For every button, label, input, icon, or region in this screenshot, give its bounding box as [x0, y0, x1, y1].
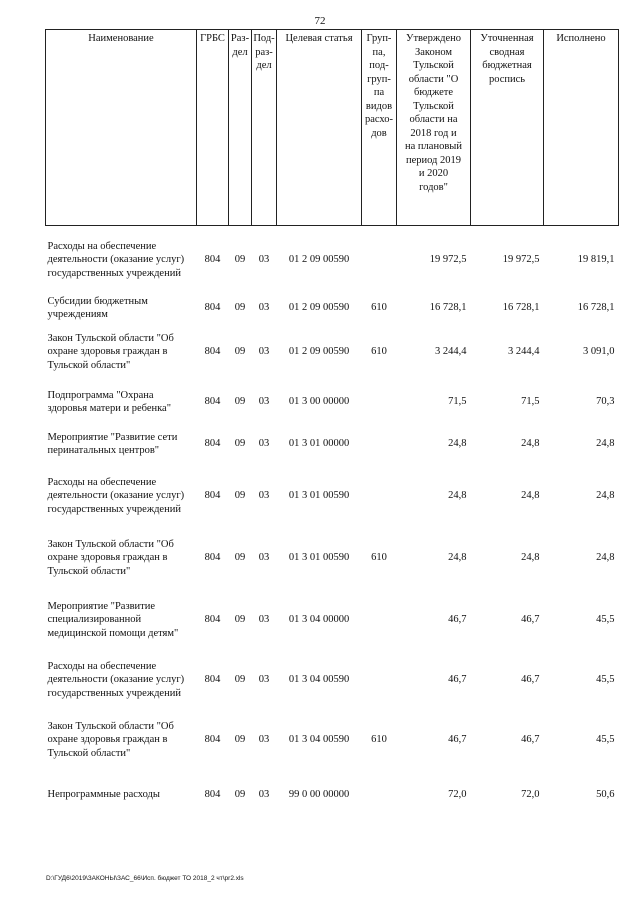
- table-row: [46, 226, 619, 295]
- row-grbs: 804: [204, 734, 221, 746]
- row-refined: 46,7: [521, 734, 540, 746]
- row-executed: 16 728,1: [577, 302, 615, 314]
- row-grbs: 804: [204, 302, 221, 314]
- row-group: [362, 590, 397, 650]
- row-approved: 46,7: [448, 734, 467, 746]
- row-refined: 72,0: [521, 789, 540, 801]
- row-subsection: 03: [258, 396, 270, 408]
- row-group: 610: [371, 346, 387, 358]
- row-grbs: 804: [204, 789, 221, 801]
- row-subsection: 03: [258, 490, 270, 502]
- row-target: 01 2 09 00590: [288, 302, 350, 314]
- row-name: Мероприятие "Развитие сети перинатальных центров": [47, 431, 178, 456]
- row-refined: 71,5: [521, 396, 540, 408]
- row-approved: 46,7: [448, 674, 467, 686]
- row-name: Субсидии бюджетным учреждениям: [47, 295, 148, 320]
- row-approved: 72,0: [448, 789, 467, 801]
- header-refined: Уточненная сводная бюджетная роспись: [471, 30, 544, 226]
- row-section: 09: [234, 254, 246, 266]
- row-refined: 24,8: [521, 438, 540, 450]
- row-section: 09: [234, 552, 246, 564]
- row-refined: 19 972,5: [502, 254, 540, 266]
- row-target: 01 3 04 00000: [288, 614, 350, 626]
- row-subsection: 03: [258, 674, 270, 686]
- row-section: 09: [234, 614, 246, 626]
- row-executed: 45,5: [596, 734, 615, 746]
- table-row: [46, 650, 619, 710]
- row-section: 09: [234, 734, 246, 746]
- row-group: 610: [371, 302, 387, 314]
- table-row: [46, 422, 619, 466]
- row-group: [362, 650, 397, 710]
- row-group: [362, 226, 397, 295]
- row-target: 01 2 09 00590: [288, 254, 350, 266]
- row-subsection: 03: [258, 254, 270, 266]
- row-target: 01 3 04 00590: [288, 674, 350, 686]
- row-name: Закон Тульской области "Об охране здоровья граждан в Тульской области": [47, 332, 174, 371]
- row-grbs: 804: [204, 254, 221, 266]
- footer-file-path: D:\ГУД6\2019\ЗАКОНЫ\ЗАС_66\Исп. бюджет ТО 2018_2 чт\pr2.xls: [46, 875, 244, 882]
- table-row: [46, 710, 619, 770]
- row-executed: 24,8: [596, 490, 615, 502]
- row-section: 09: [234, 438, 246, 450]
- table-row: [46, 770, 619, 820]
- row-name: Расходы на обеспечение деятельности (оказание услуг) государственных учреждений: [47, 240, 185, 279]
- table-row: [46, 590, 619, 650]
- row-target: 01 3 00 00000: [288, 396, 350, 408]
- table-row: [46, 526, 619, 590]
- row-refined: 46,7: [521, 614, 540, 626]
- row-group: [362, 382, 397, 422]
- row-approved: 24,8: [448, 490, 467, 502]
- header-grbs: ГРБС: [197, 30, 229, 226]
- row-approved: 71,5: [448, 396, 467, 408]
- row-name: Расходы на обеспечение деятельности (оказание услуг) государственных учреждений: [47, 660, 185, 699]
- row-executed: 3 091,0: [583, 346, 615, 358]
- header-approved: Утверждено Законом Тульской области "О бюджете Тульской области на 2018 год и на плановый период 2019 и 2020 годов": [397, 30, 471, 226]
- row-grbs: 804: [204, 552, 221, 564]
- row-approved: 24,8: [448, 438, 467, 450]
- row-section: 09: [234, 490, 246, 502]
- table-row: [46, 294, 619, 322]
- row-executed: 45,5: [596, 674, 615, 686]
- row-section: 09: [234, 302, 246, 314]
- row-executed: 24,8: [596, 438, 615, 450]
- row-name: Расходы на обеспечение деятельности (оказание услуг) государственных учреждений: [47, 476, 185, 515]
- row-refined: 16 728,1: [502, 302, 540, 314]
- row-approved: 3 244,4: [435, 346, 467, 358]
- row-subsection: 03: [258, 346, 270, 358]
- row-target: 99 0 00 00000: [288, 789, 350, 801]
- row-name: Закон Тульской области "Об охране здоровья граждан в Тульской области": [47, 538, 174, 577]
- row-grbs: 804: [204, 674, 221, 686]
- header-target: Целевая статья: [277, 30, 362, 226]
- row-executed: 45,5: [596, 614, 615, 626]
- table-header-row: [46, 30, 619, 226]
- budget-table: [45, 29, 619, 820]
- table-row: [46, 466, 619, 526]
- row-refined: 3 244,4: [508, 346, 540, 358]
- row-section: 09: [234, 789, 246, 801]
- table-row: [46, 322, 619, 382]
- row-subsection: 03: [258, 614, 270, 626]
- row-approved: 24,8: [448, 552, 467, 564]
- row-subsection: 03: [258, 552, 270, 564]
- page-number: 72: [314, 15, 326, 27]
- row-executed: 70,3: [596, 396, 615, 408]
- row-approved: 19 972,5: [429, 254, 467, 266]
- row-name: Непрограммные расходы: [47, 789, 160, 801]
- row-approved: 46,7: [448, 614, 467, 626]
- header-executed: Исполнено: [544, 30, 619, 226]
- row-grbs: 804: [204, 490, 221, 502]
- row-section: 09: [234, 396, 246, 408]
- row-group: 610: [371, 734, 387, 746]
- row-refined: 24,8: [521, 490, 540, 502]
- row-grbs: 804: [204, 438, 221, 450]
- row-group: 610: [371, 552, 387, 564]
- row-grbs: 804: [204, 346, 221, 358]
- row-target: 01 3 04 00590: [288, 734, 350, 746]
- row-refined: 24,8: [521, 552, 540, 564]
- row-executed: 19 819,1: [577, 254, 615, 266]
- header-subsection: Под- раз- дел: [252, 30, 277, 226]
- row-section: 09: [234, 346, 246, 358]
- row-subsection: 03: [258, 734, 270, 746]
- row-subsection: 03: [258, 438, 270, 450]
- row-group: [362, 770, 397, 820]
- row-name: Мероприятие "Развитие специализированной медицинской помощи детям": [47, 600, 179, 639]
- row-subsection: 03: [258, 789, 270, 801]
- row-group: [362, 422, 397, 466]
- row-grbs: 804: [204, 396, 221, 408]
- row-executed: 50,6: [596, 789, 615, 801]
- row-target: 01 2 09 00590: [288, 346, 350, 358]
- row-group: [362, 466, 397, 526]
- row-name: Подпрограмма "Охрана здоровья матери и ребенка": [47, 389, 171, 414]
- table-row: [46, 382, 619, 422]
- row-target: 01 3 01 00000: [288, 438, 350, 450]
- row-subsection: 03: [258, 302, 270, 314]
- row-target: 01 3 01 00590: [288, 490, 350, 502]
- header-name: Наименование: [46, 30, 197, 226]
- row-executed: 24,8: [596, 552, 615, 564]
- row-approved: 16 728,1: [429, 302, 467, 314]
- row-name: Закон Тульской области "Об охране здоровья граждан в Тульской области": [47, 720, 174, 759]
- row-target: 01 3 01 00590: [288, 552, 350, 564]
- row-section: 09: [234, 674, 246, 686]
- header-section: Раз- дел: [229, 30, 252, 226]
- header-group: Груп- па, под- груп- па видов расхо- дов: [362, 30, 397, 226]
- row-refined: 46,7: [521, 674, 540, 686]
- row-grbs: 804: [204, 614, 221, 626]
